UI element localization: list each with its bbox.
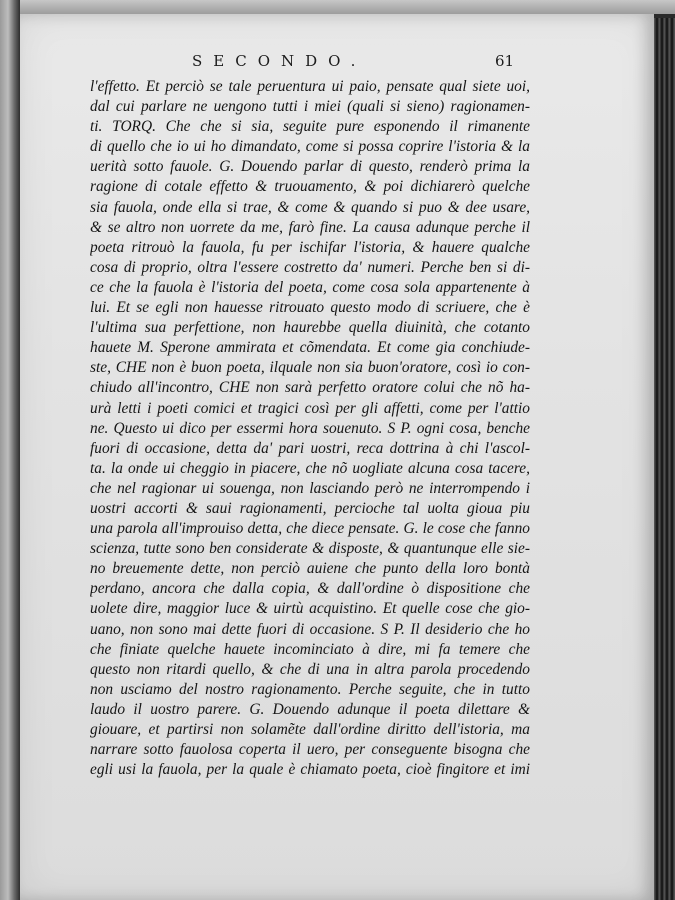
- text-line: ste, CHE non è buon poeta, ilquale non sia buon'oratore, così io con-: [90, 359, 530, 377]
- text-line: poeta ritrouò la fauola, fu per ischifar l'istoria, & hauere qualche: [90, 238, 530, 256]
- text-line: una parola all'improuiso detta, che diece pensate. G. le cose che fanno: [90, 520, 530, 538]
- text-line: & se altro non uorrete da me, farò fine. La causa adunque perche il: [90, 218, 530, 236]
- text-line: ragione di cotale effetto & truouamento, & poi dichiarerò quelche: [90, 178, 530, 196]
- text-line: egli usi la fauola, per la quale è chiamato poeta, cioè fingitore et imi: [90, 761, 530, 779]
- text-line: questo non ritardi quello, & che di una in altra parola procedendo: [90, 660, 530, 678]
- text-line: giouare, et partirsi non solamẽte dall'ordine diritto dell'istoria, ma: [90, 721, 530, 738]
- text-line: l'effetto. Et perciò se tale peruentura ui paio, pensate qual siete uoi,: [90, 78, 530, 95]
- text-line: cosa di proprio, oltra l'essere costretto da' numeri. Perche ben si di-: [90, 258, 530, 276]
- body-text: [90, 77, 530, 780]
- text-line: ti. TORQ. Che che si sia, seguite pure esponendo il rimanente: [90, 118, 530, 136]
- text-line: scienza, tutte sono ben considerate & disposte, & quantunque elle sie-: [90, 540, 530, 558]
- text-line: ne. Questo ui dico per essermi hora souenuto. S P. ogni cosa, benche: [90, 419, 530, 437]
- top-book-edge: [0, 0, 675, 14]
- text-line: uerità sotto fauole. G. Douendo parlar di questo, renderò prima la: [90, 158, 530, 176]
- text-line: sia fauola, onde ella si trae, & come & quando si puo & dee usare,: [90, 198, 530, 216]
- text-line: che finiate quelche hauete incominciato à dire, mi fa temere che: [90, 640, 530, 658]
- text-line: di quello che io ui ho dimandato, come si possa coprire l'istoria & la: [90, 138, 530, 156]
- running-head: SECONDO.: [192, 52, 367, 70]
- text-line: lui. Et se egli non hauesse ritrouato questo modo di scriuere, che è: [90, 299, 530, 317]
- text-line: uolete dire, maggior luce & uirtù acquistino. Et quelle cose che gio-: [90, 600, 530, 618]
- page-stack-edges: [651, 18, 675, 900]
- text-line: fuori di occasione, detta da' pari uostri, reca dottrina à chi l'ascol-: [90, 439, 530, 457]
- text-line: uostri accorti & saui ragionamenti, percioche tal uolta gioua piu: [90, 499, 530, 517]
- text-line: urà letti i poeti comici et tragici così per gli affetti, come per l'attio: [90, 399, 530, 417]
- text-line: che nel ragionar ui souenga, non lasciando però ne interrompendo i: [90, 479, 530, 497]
- page-number: 61: [495, 52, 515, 70]
- text-line: non usciamo del nostro ragionamento. Perche seguite, che in tutto: [90, 680, 530, 698]
- text-line: perdano, ancora che dalla copia, & dall'ordine ò dispositione che: [90, 580, 530, 598]
- text-line: l'ultima sua perfettione, non haurebbe quella diuinità, che cotanto: [90, 319, 530, 337]
- text-line: no breuemente dette, non perciò auiene che punto della loro bontà: [90, 560, 530, 578]
- text-line: narrare sotto fauolosa coperta il uero, per conseguente bisogna che: [90, 741, 530, 759]
- text-line: laudo il uostro parere. G. Douendo adunque il poeta dilettare &: [90, 700, 530, 718]
- text-line: ce che la fauola è l'istoria del poeta, come cosa sola appartenente à: [90, 278, 530, 296]
- text-line: hauete M. Sperone ammirata et cõmendata. Et come gia conchiude-: [90, 339, 530, 357]
- text-line: dal cui parlare ne uengono tutti i miei (quali si sieno) ragionamen-: [90, 98, 530, 116]
- facing-page-edge: [0, 0, 20, 900]
- text-line: uano, non sono mai dette fuori di occasione. S P. Il desiderio che ho: [90, 620, 530, 638]
- text-line: chiudo all'incontro, CHE non sarà perfetto oratore colui che nõ ha-: [90, 379, 530, 397]
- text-line: ta. la onde ui cheggio in piacere, che nõ uogliate alcuna cosa tacere,: [90, 459, 530, 477]
